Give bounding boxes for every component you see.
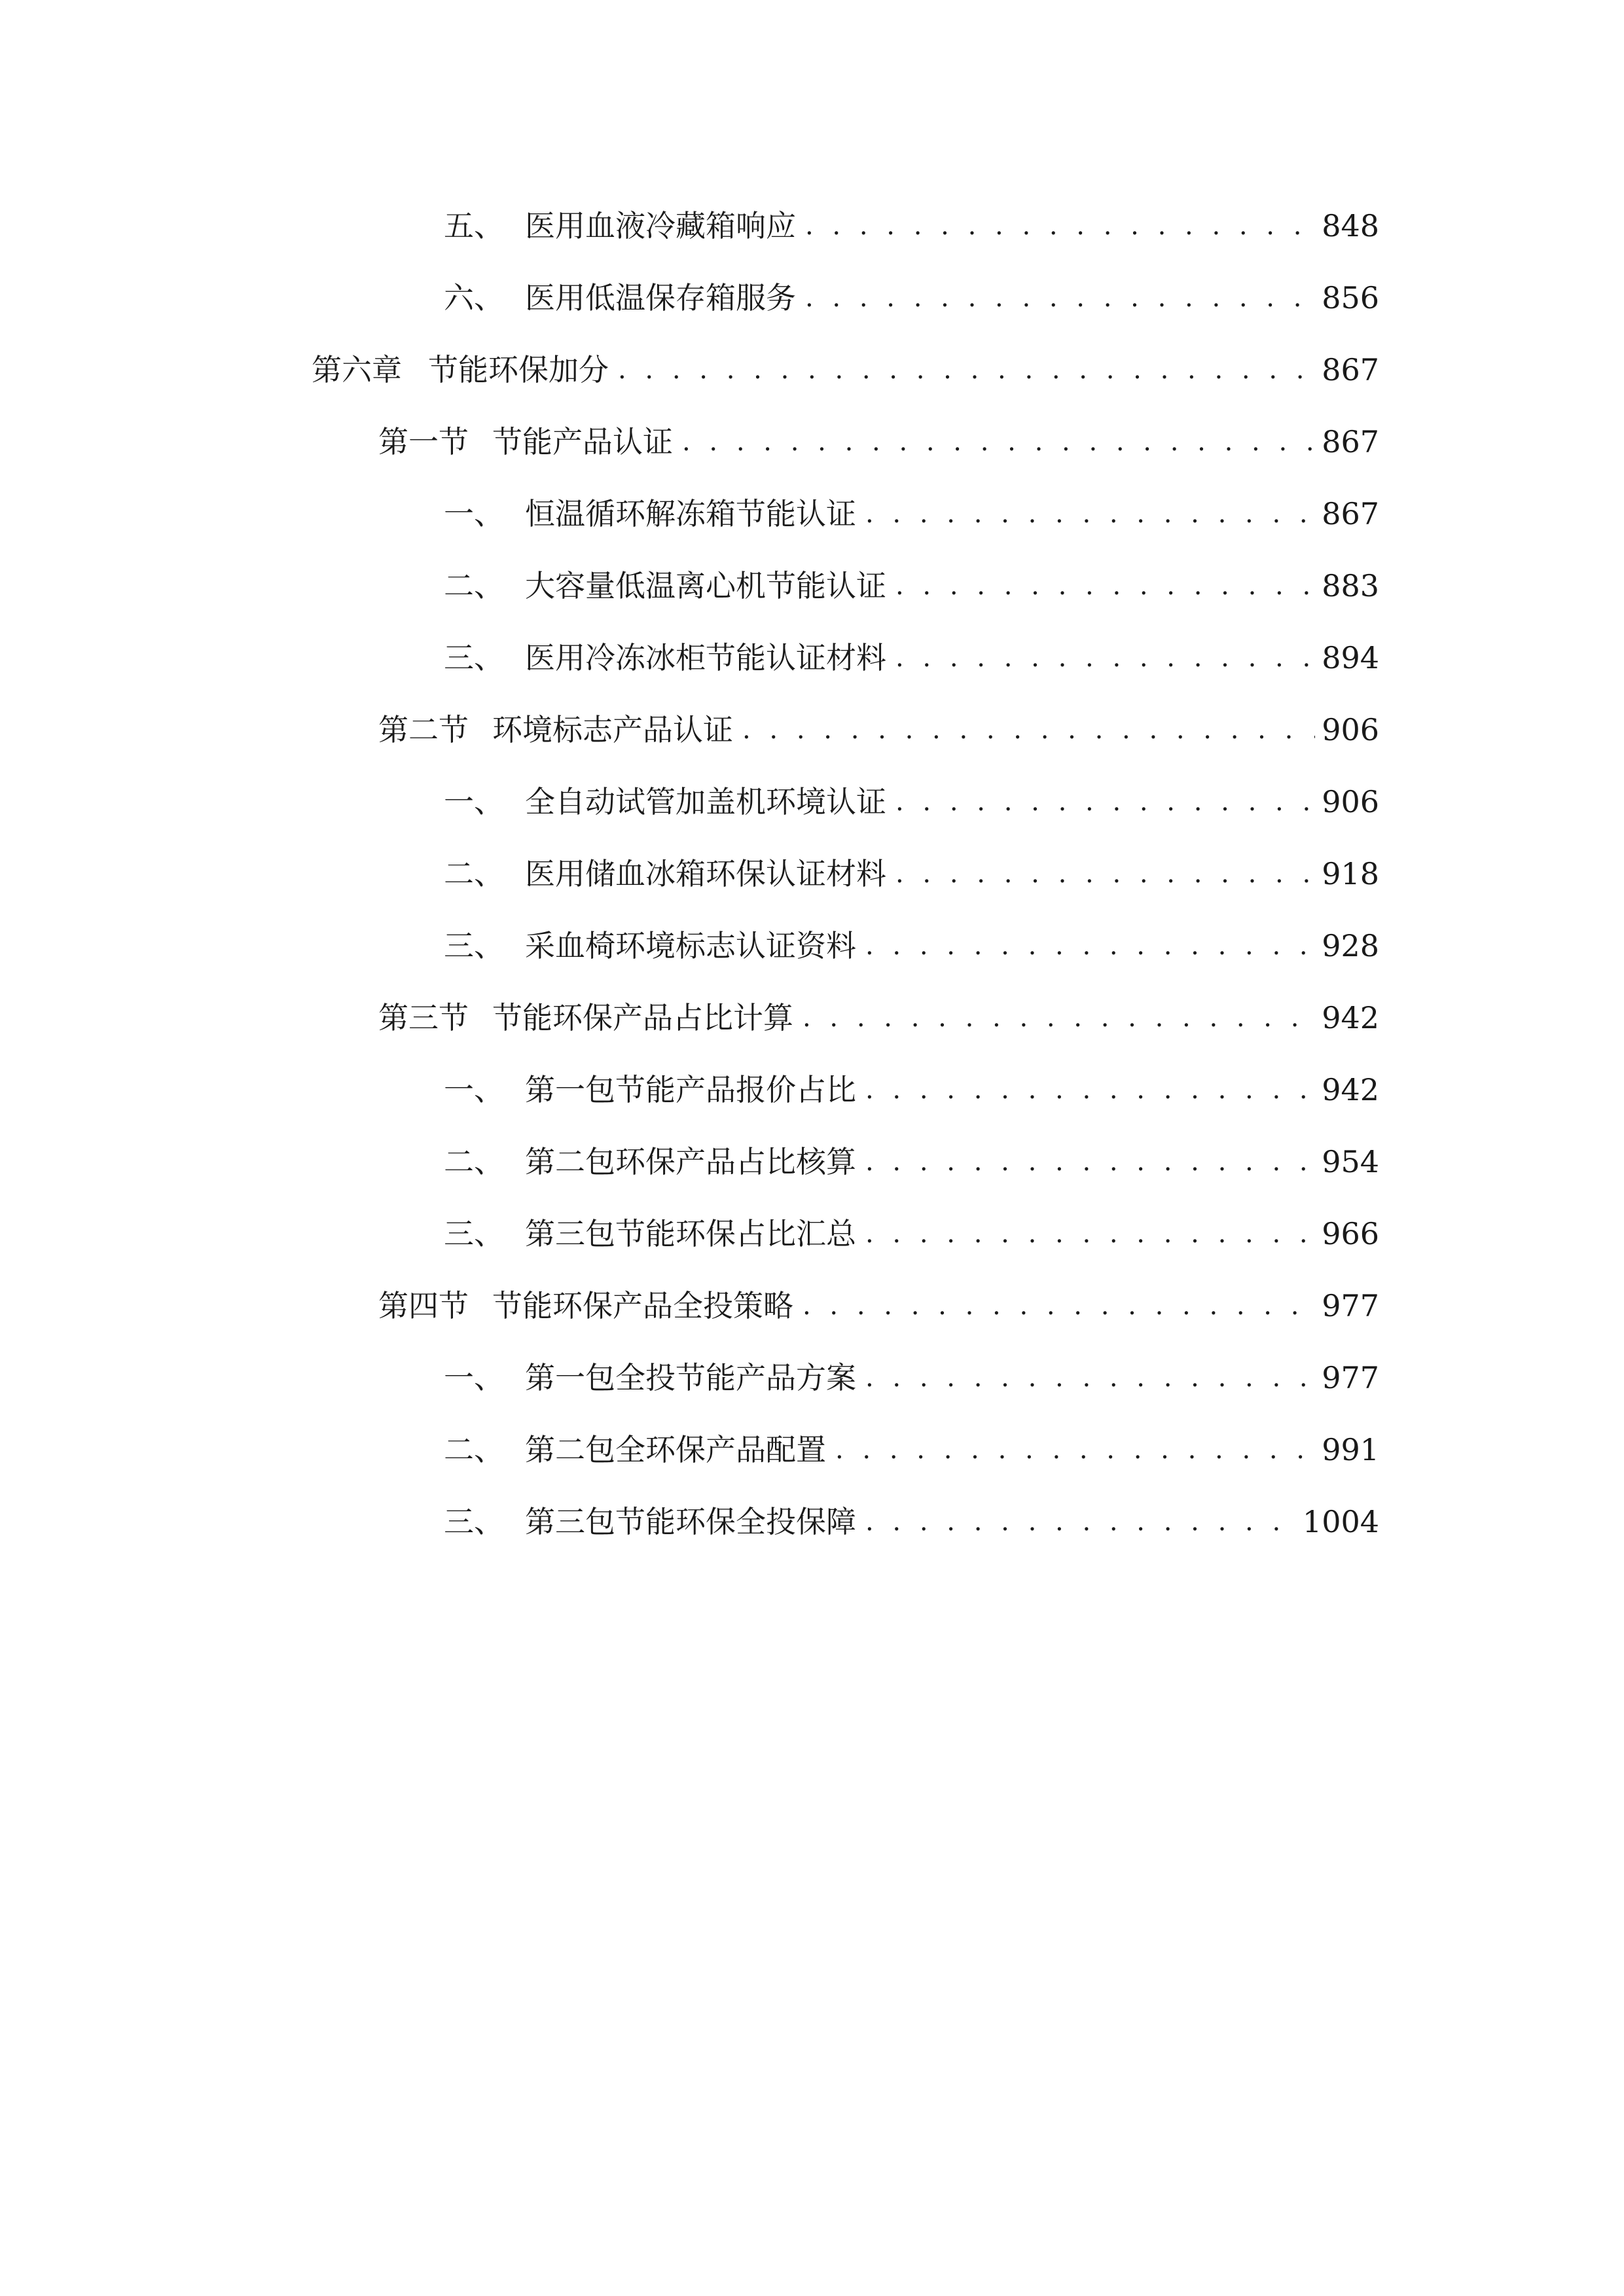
toc-page-number: 906: [1322, 784, 1379, 819]
toc-entry-link[interactable]: [444, 910, 1379, 982]
toc-page-number: 867: [1322, 352, 1379, 387]
toc-entry-number: 六、: [444, 280, 504, 315]
toc-entry-number: 第三节: [378, 1000, 469, 1035]
toc-row: [0, 766, 1624, 838]
toc-entry-number: 五、: [444, 208, 504, 243]
toc-row: [0, 262, 1624, 334]
toc-entry-number: 第一节: [378, 424, 469, 459]
toc-page-number: 883: [1322, 568, 1379, 603]
toc-entry-title: 第二包环保产品占比核算: [525, 1144, 856, 1179]
toc-entry-link[interactable]: [444, 766, 1379, 838]
toc-row: [0, 838, 1624, 910]
toc-entry-title: 医用冷冻冰柜节能认证材料: [525, 640, 886, 675]
toc-entry-title: 节能环保加分: [428, 352, 609, 387]
dot-leader: [835, 1414, 1315, 1486]
toc-row: [0, 622, 1624, 694]
toc-row: [0, 1270, 1624, 1342]
toc-page-number: 867: [1322, 496, 1379, 531]
toc-page-number: 991: [1322, 1432, 1379, 1467]
toc-entry-link[interactable]: [444, 622, 1379, 694]
toc-entry-title: 节能环保产品占比计算: [492, 1000, 793, 1035]
toc-entry-number: 二、: [444, 1432, 504, 1467]
toc-entry-number: 二、: [444, 856, 504, 891]
toc-entry-link[interactable]: [444, 1198, 1379, 1270]
toc-entry-title: 恒温循环解冻箱节能认证: [525, 496, 856, 531]
toc-entry-title: 节能产品认证: [492, 424, 673, 459]
toc-entry-title: 第三包节能环保全投保障: [525, 1504, 856, 1539]
dot-leader: [865, 1486, 1296, 1558]
dot-leader: [865, 1198, 1315, 1270]
toc-entry-link[interactable]: [444, 1342, 1379, 1414]
toc-entry-title: 医用血液冷藏箱响应: [525, 208, 796, 243]
toc-page-number: 966: [1322, 1216, 1379, 1251]
dot-leader: [895, 838, 1315, 910]
toc-page-number: 942: [1322, 1000, 1379, 1035]
toc-page-number: 906: [1322, 712, 1379, 747]
toc-entry-title: 医用低温保存箱服务: [525, 280, 796, 315]
toc-page-number: 1004: [1302, 1504, 1379, 1539]
toc-entry-title: 第三包节能环保占比汇总: [525, 1216, 856, 1251]
dot-leader: [742, 694, 1315, 766]
toc-entry-number: 第二节: [378, 712, 469, 747]
toc-entry-link[interactable]: [444, 478, 1379, 550]
toc-entry-number: 一、: [444, 496, 504, 531]
dot-leader: [865, 1126, 1315, 1198]
toc-page-number: 942: [1322, 1072, 1379, 1107]
toc-row: [0, 982, 1624, 1054]
toc-entry-title: 环境标志产品认证: [492, 712, 733, 747]
toc-entry-number: 二、: [444, 1144, 504, 1179]
toc-page-number: 977: [1322, 1360, 1379, 1395]
dot-leader: [895, 550, 1315, 622]
toc-entry-title: 节能环保产品全投策略: [492, 1288, 793, 1323]
dot-leader: [803, 1270, 1315, 1342]
toc-entry-title: 医用储血冰箱环保认证材料: [525, 856, 886, 891]
toc-entry-link[interactable]: [444, 262, 1379, 334]
toc-entry-link[interactable]: [378, 694, 1379, 766]
toc-page-number: 977: [1322, 1288, 1379, 1323]
toc-entry-link[interactable]: [444, 1486, 1379, 1558]
toc-page-number: 894: [1322, 640, 1379, 675]
toc-entry-number: 第六章: [312, 352, 402, 387]
toc-entry-link[interactable]: [378, 1270, 1379, 1342]
dot-leader: [805, 262, 1315, 334]
dot-leader: [895, 622, 1315, 694]
dot-leader: [805, 190, 1315, 262]
dot-leader: [865, 1342, 1315, 1414]
dot-leader: [865, 478, 1315, 550]
toc-entry-link[interactable]: [378, 406, 1379, 478]
toc-entry-number: 二、: [444, 568, 504, 603]
toc-row: [0, 334, 1624, 406]
toc-row: [0, 1054, 1624, 1126]
toc-entry-number: 三、: [444, 928, 504, 963]
toc-row: [0, 1198, 1624, 1270]
toc-entry-number: 三、: [444, 1504, 504, 1539]
toc-row: [0, 478, 1624, 550]
toc-entry-link[interactable]: [312, 334, 1379, 406]
toc-row: [0, 1342, 1624, 1414]
toc-entry-title: 全自动试管加盖机环境认证: [525, 784, 886, 819]
toc-row: [0, 910, 1624, 982]
toc-row: [0, 1486, 1624, 1558]
toc-row: [0, 1126, 1624, 1198]
toc-entry-number: 一、: [444, 1360, 504, 1395]
toc-row: [0, 406, 1624, 478]
toc-entry-link[interactable]: [444, 190, 1379, 262]
dot-leader: [803, 982, 1315, 1054]
toc-entry-title: 采血椅环境标志认证资料: [525, 928, 856, 963]
toc-row: [0, 1414, 1624, 1486]
toc-entry-link[interactable]: [444, 550, 1379, 622]
toc-entry-number: 三、: [444, 640, 504, 675]
toc-entry-number: 三、: [444, 1216, 504, 1251]
toc-page-number: 928: [1322, 928, 1379, 963]
toc-page-number: 848: [1322, 208, 1379, 243]
toc-page-number: 856: [1322, 280, 1379, 315]
toc-row: [0, 190, 1624, 262]
toc-entry-link[interactable]: [378, 982, 1379, 1054]
dot-leader: [865, 1054, 1315, 1126]
toc-entry-title: 第一包全投节能产品方案: [525, 1360, 856, 1395]
toc-page-number: 954: [1322, 1144, 1379, 1179]
toc-entry-number: 第四节: [378, 1288, 469, 1323]
dot-leader: [865, 910, 1315, 982]
toc-row: [0, 550, 1624, 622]
table-of-contents: [0, 190, 1624, 1558]
toc-entry-link[interactable]: [444, 1054, 1379, 1126]
dot-leader: [618, 334, 1315, 406]
toc-entry-number: 一、: [444, 784, 504, 819]
toc-entry-link[interactable]: [444, 1126, 1379, 1198]
toc-page-number: 918: [1322, 856, 1379, 891]
toc-entry-title: 第二包全环保产品配置: [525, 1432, 826, 1467]
dot-leader: [682, 406, 1315, 478]
toc-entry-title: 第一包节能产品报价占比: [525, 1072, 856, 1107]
dot-leader: [895, 766, 1315, 838]
toc-entry-title: 大容量低温离心机节能认证: [525, 568, 886, 603]
toc-page-number: 867: [1322, 424, 1379, 459]
toc-entry-link[interactable]: [444, 1414, 1379, 1486]
toc-row: [0, 694, 1624, 766]
toc-entry-link[interactable]: [444, 838, 1379, 910]
toc-entry-number: 一、: [444, 1072, 504, 1107]
